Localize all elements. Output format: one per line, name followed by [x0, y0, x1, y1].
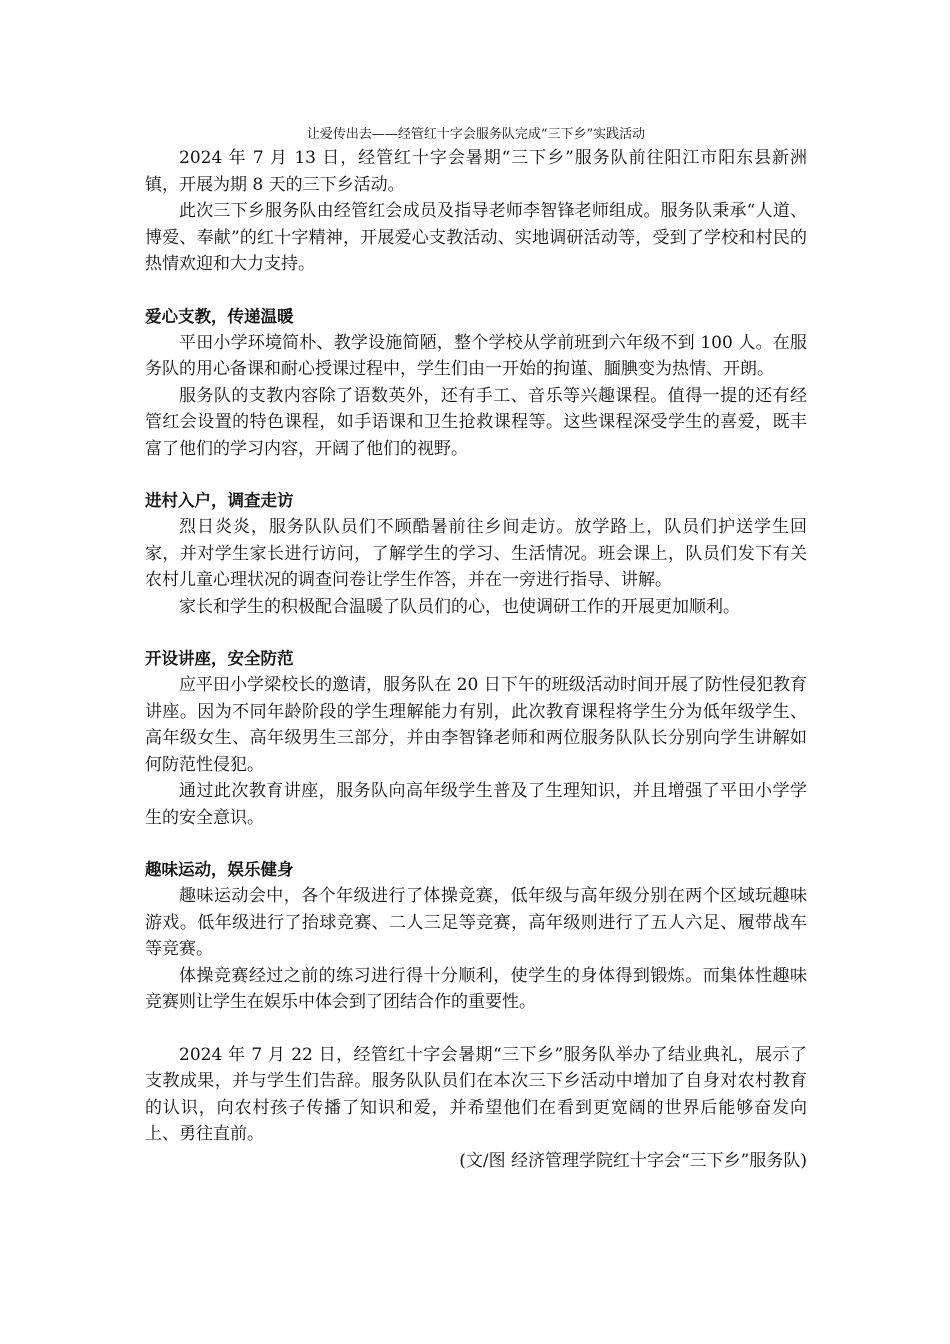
section-heading: 开设讲座，安全防范 — [145, 649, 294, 668]
author-credit: (文/图 经济管理学院红十字会“三下乡”服务队) — [459, 1150, 807, 1171]
section-heading: 趣味运动，娱乐健身 — [145, 860, 294, 879]
body-paragraph: 平田小学环境简朴、教学设施简陋，整个学校从学前班到六年级不到 100 人。在服务队的用心备课和耐心授课过程中，学生们由一开始的拘谨、腼腆变为热情、开朗。 — [145, 332, 807, 379]
body-paragraph: 通过此次教育讲座，服务队向高年级学生普及了生理知识，并且增强了平田小学学生的安全意识。 — [145, 781, 807, 828]
body-paragraph: 应平田小学梁校长的邀请，服务队在 20 日下午的班级活动时间开展了防性侵犯教育讲座。因为不同年龄阶段的学生理解能力有别，此次教育课程将学生分为低年级学生、高年级女生、高年级男生三部分，并由李智锋老师和两位服务队队长分别向学生讲解如何防范性侵犯。 — [145, 675, 807, 775]
closing-paragraph: 2024 年 7 月 22 日，经管红十字会暑期“三下乡”服务队举办了结业典礼，展示了支教成果，并与学生们告辞。服务队队员们在本次三下乡活动中增加了自身对农村教育的认识，向农村孩子传播了知识和爱，并希望他们在看到更宽阔的世界后能够奋发向上、勇往直前。 — [145, 1044, 807, 1144]
document-title: 让爱传出去——经管红十字会服务队完成“三下乡”实践活动 — [306, 127, 646, 142]
body-paragraph: 体操竞赛经过之前的练习进行得十分顺利，使学生的身体得到锻炼。而集体性趣味竞赛则让学生在娱乐中体会到了团结合作的重要性。 — [145, 965, 807, 1012]
body-paragraph: 烈日炎炎，服务队队员们不顾酷暑前往乡间走访。放学路上，队员们护送学生回家，并对学生家长进行访问，了解学生的学习、生活情况。班会课上，队员们发下有关农村儿童心理状况的调查问卷让学生作答，并在一旁进行指导、讲解。 — [145, 517, 807, 590]
document-page — [145, 125, 807, 1174]
intro-paragraph: 此次三下乡服务队由经管红会成员及指导老师李智锋老师组成。服务队秉承“人道、博爱、奉献”的红十字精神，开展爱心支教活动、实地调研活动等，受到了学校和村民的热情欢迎和大力支持。 — [145, 201, 807, 274]
body-paragraph: 家长和学生的积极配合温暖了队员们的心，也使调研工作的开展更加顺利。 — [179, 596, 740, 617]
section-heading: 爱心支教，传递温暖 — [145, 306, 294, 326]
body-paragraph: 服务队的支教内容除了语数英外，还有手工、音乐等兴趣课程。值得一提的还有经管红会设置的特色课程，如手语课和卫生抢救课程等。这些课程深受学生的喜爱，既丰富了他们的学习内容，开阔了他们的视野。 — [145, 385, 807, 459]
section-heading: 进村入户，调查走访 — [145, 491, 294, 510]
intro-paragraph: 2024 年 7 月 13 日，经管红十字会暑期“三下乡”服务队前往阳江市阳东县新洲镇，开展为期 8 天的三下乡活动。 — [145, 148, 807, 195]
body-paragraph: 趣味运动会中，各个年级进行了体操竞赛，低年级与高年级分别在两个区域玩趣味游戏。低年级进行了抬球竞赛、二人三足等竞赛，高年级则进行了五人六足、履带战车等竞赛。 — [145, 886, 807, 959]
